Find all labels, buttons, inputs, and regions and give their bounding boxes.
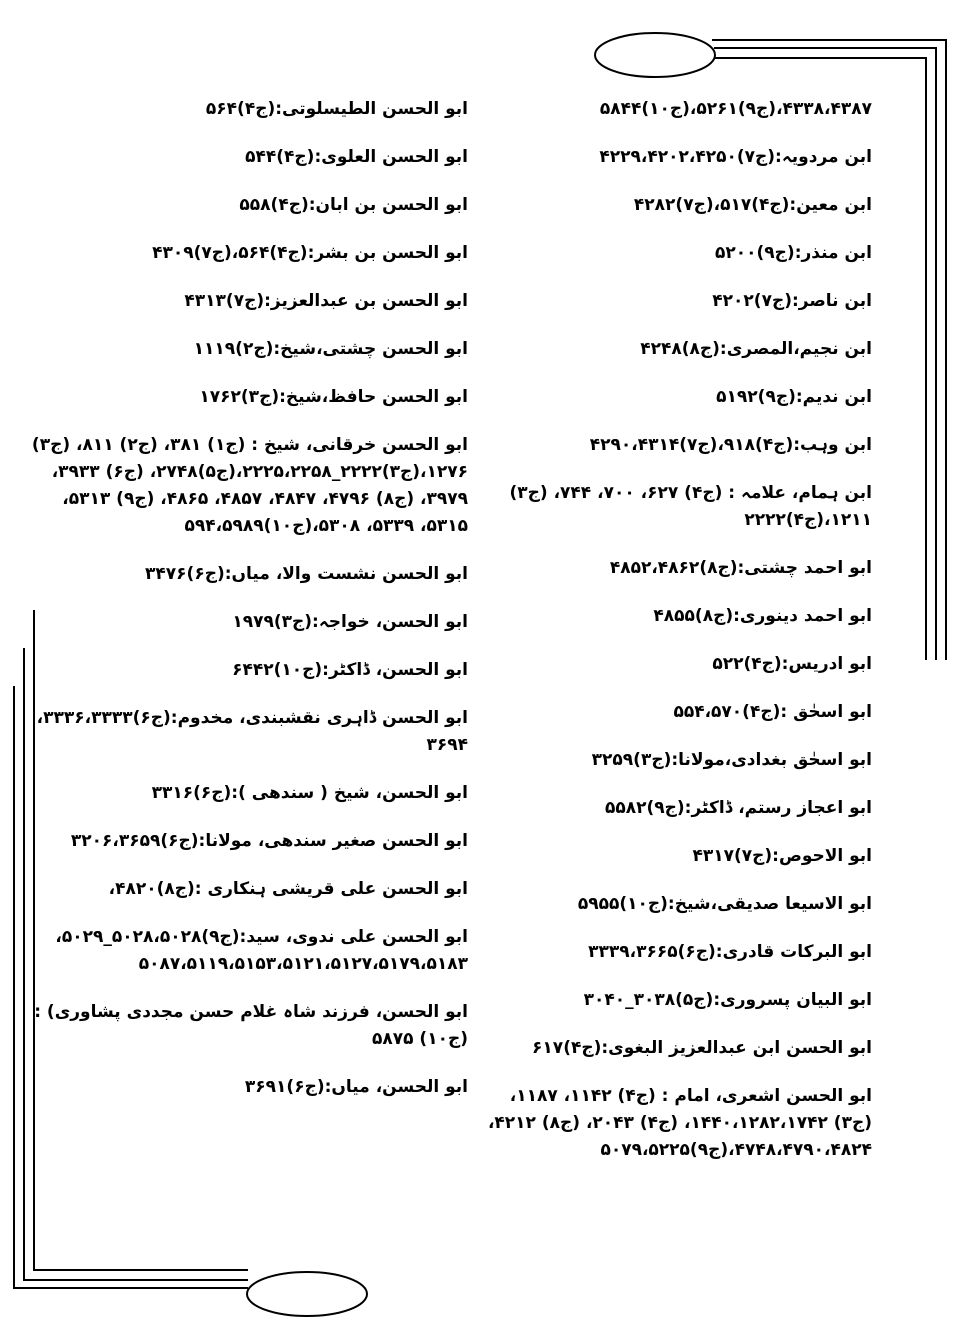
index-entry: ابن وہب:(ج۴)۹۱۸،(ج۷)۴۲۹۰،۴۳۱۴: [589, 435, 872, 455]
index-entry: ابو ادریس:(ج۴)۵۲۲: [712, 654, 872, 674]
index-entry: ابو الحسن، ڈاکٹر:(ج۱۰)۶۴۴۲: [232, 660, 468, 680]
index-entry: ابن ہمام، علامہ : (ج۴) ۶۲۷، ۷۰۰، ۷۴۴، (ج۳) ۱۲۱۱،(ج۴)۲۲۲۲: [509, 483, 872, 530]
index-entry: ابن مردویہ:(ج۷)۴۲۲۹،۴۲۰۲،۴۲۵۰: [599, 147, 872, 167]
index-entry: ابو الحسن اشعری، امام : (ج۴) ۱۱۴۲، ۱۱۸۷، (ج۳) ۱۴۴۰،۱۲۸۲،۱۷۴۲، (ج۴) ۲۰۴۳، (ج۸) ۴۲۱۲، ۴۷۴۸،۴۷۹۰،۴۸۲۴،(ج۹)۵۰۷۹،۵۲۲۵: [487, 1086, 872, 1160]
index-entry: ابو احمد چشتی:(ج۸)۴۸۵۲،۴۸۶۲: [609, 558, 872, 578]
index-column-right: [472, 96, 872, 1185]
index-entry: ابو الحسن خرقانی، شیخ : (ج۱) ۳۸۱، (ج۲) ۸۱۱، (ج۳) ۱۲۷۶،(ج۳)۲۲۲۲_۲۲۲۵،۲۲۵۸،(ج۵)۲۷۴۸، (ج۶) ۳۹۳۳، ۳۹۷۹، (ج۸) ۴۷۹۶، ۴۸۴۷، ۴۸۵۷، ۴۸۶۵، (ج۹) ۵۳۱۳، ۵۳۱۵، ۵۳۳۹، ۵۳۰۸،(ج۱۰)۵۹۴،۵۹۸۹: [31, 435, 468, 536]
index-entry: ابو الحسن علی قریشی ہنکاری :(ج۸)۴۸۲۰،: [108, 879, 468, 899]
index-entry: ابن نجیم،المصری:(ج۸)۴۲۴۸: [640, 339, 872, 359]
index-entry: ابو الحسن حافظ،شیخ:(ج۳)۱۷۶۲: [199, 387, 468, 407]
index-entry: ابو الحسن العلوی:(ج۴)۵۴۴: [245, 147, 468, 167]
index-entry: ابو الحسن ڈاہری نقشبندی، مخدوم:(ج۶)۳۳۳۶،۳۳۳۳، ۳۶۹۴: [36, 708, 468, 755]
index-entry: ابن معین:(ج۴)۵۱۷،(ج۷)۴۲۸۲: [633, 195, 872, 215]
index-entry: ابو الحسن بن بشر:(ج۴)۵۶۴،(ج۷)۴۳۰۹: [152, 243, 468, 263]
index-entry: ابو الحسن چشتی،شیخ:(ج۲)۱۱۱۹: [193, 339, 468, 359]
index-entry: ابو اعجاز رستم، ڈاکٹر:(ج۹)۵۵۸۲: [604, 798, 872, 818]
index-entry: ابو الاحوص:(ج۷)۴۳۱۷: [692, 846, 872, 866]
index-entry: ابو الحسن الطیسلوتی:(ج۴)۵۶۴: [205, 99, 468, 119]
index-entry: ابو الحسن صغیر سندھی، مولانا:(ج۶)۳۲۰۶،۳۶۵۹: [70, 831, 468, 851]
index-entry: ابو البرکات قادری:(ج۶)۳۳۳۹،۳۶۶۵: [588, 942, 872, 962]
index-column-left: [28, 96, 468, 1122]
bottom-oval-ornament: [247, 1272, 367, 1316]
index-entry: ابو الحسن نشست والا، میاں:(ج۶)۳۴۷۶: [145, 564, 468, 584]
index-entry: ابن ندیم:(ج۹)۵۱۹۲: [716, 387, 872, 407]
index-entry: ابو الحسن بن عبدالعزیز:(ج۷)۴۳۱۳: [184, 291, 468, 311]
index-entry: ابو الحسن ابن عبدالعزیز البغوی:(ج۴)۶۱۷: [532, 1038, 872, 1058]
index-entry: ابو الحسن، خواجہ:(ج۳)۱۹۷۹: [232, 612, 468, 632]
index-entry: ابو الحسن، میاں:(ج۶)۳۶۹۱: [244, 1077, 468, 1097]
index-entry: ۴۳۳۸،۴۳۸۷،(ج۹)۵۲۶۱،(ج۱۰)۵۸۴۴: [599, 99, 872, 119]
index-entry: ابو الحسن بن ابان:(ج۴)۵۵۸: [239, 195, 468, 215]
index-entry: ابو الحسن، فرزند شاہ غلام حسن مجددی پشاوری) : (ج۱۰) ۵۸۷۵: [34, 1002, 468, 1049]
index-entry: ابو الحسن، شیخ ( سندھی ):(ج۶)۳۳۱۶: [151, 783, 468, 803]
index-entry: ابو اسحٰق بغدادی،مولانا:(ج۳)۳۲۵۹: [591, 750, 872, 770]
index-entry: ابن منذر:(ج۹)۵۲۰۰: [714, 243, 872, 263]
index-entry: ابن ناصر:(ج۷)۴۲۰۲: [712, 291, 872, 311]
index-entry: ابو اسحٰق :(ج۴)۵۵۴،۵۷۰: [673, 702, 872, 722]
index-entry: ابو الاسیعا صدیقی،شیخ:(ج۱۰)۵۹۵۵: [577, 894, 872, 914]
index-entry: ابو الحسن علی ندوی، سید:(ج۹)۵۰۲۸،۵۰۲۸_۵۰۲۹، ۵۰۸۷،۵۱۱۹،۵۱۵۳،۵۱۲۱،۵۱۲۷،۵۱۷۹،۵۱۸۳: [55, 927, 468, 974]
index-entry: ابو البیان پسروری:(ج۵)۳۰۳۸_۳۰۴۰: [583, 990, 872, 1010]
index-entry: ابو احمد دینوری:(ج۸)۴۸۵۵: [653, 606, 872, 626]
top-oval-ornament: [595, 33, 715, 77]
